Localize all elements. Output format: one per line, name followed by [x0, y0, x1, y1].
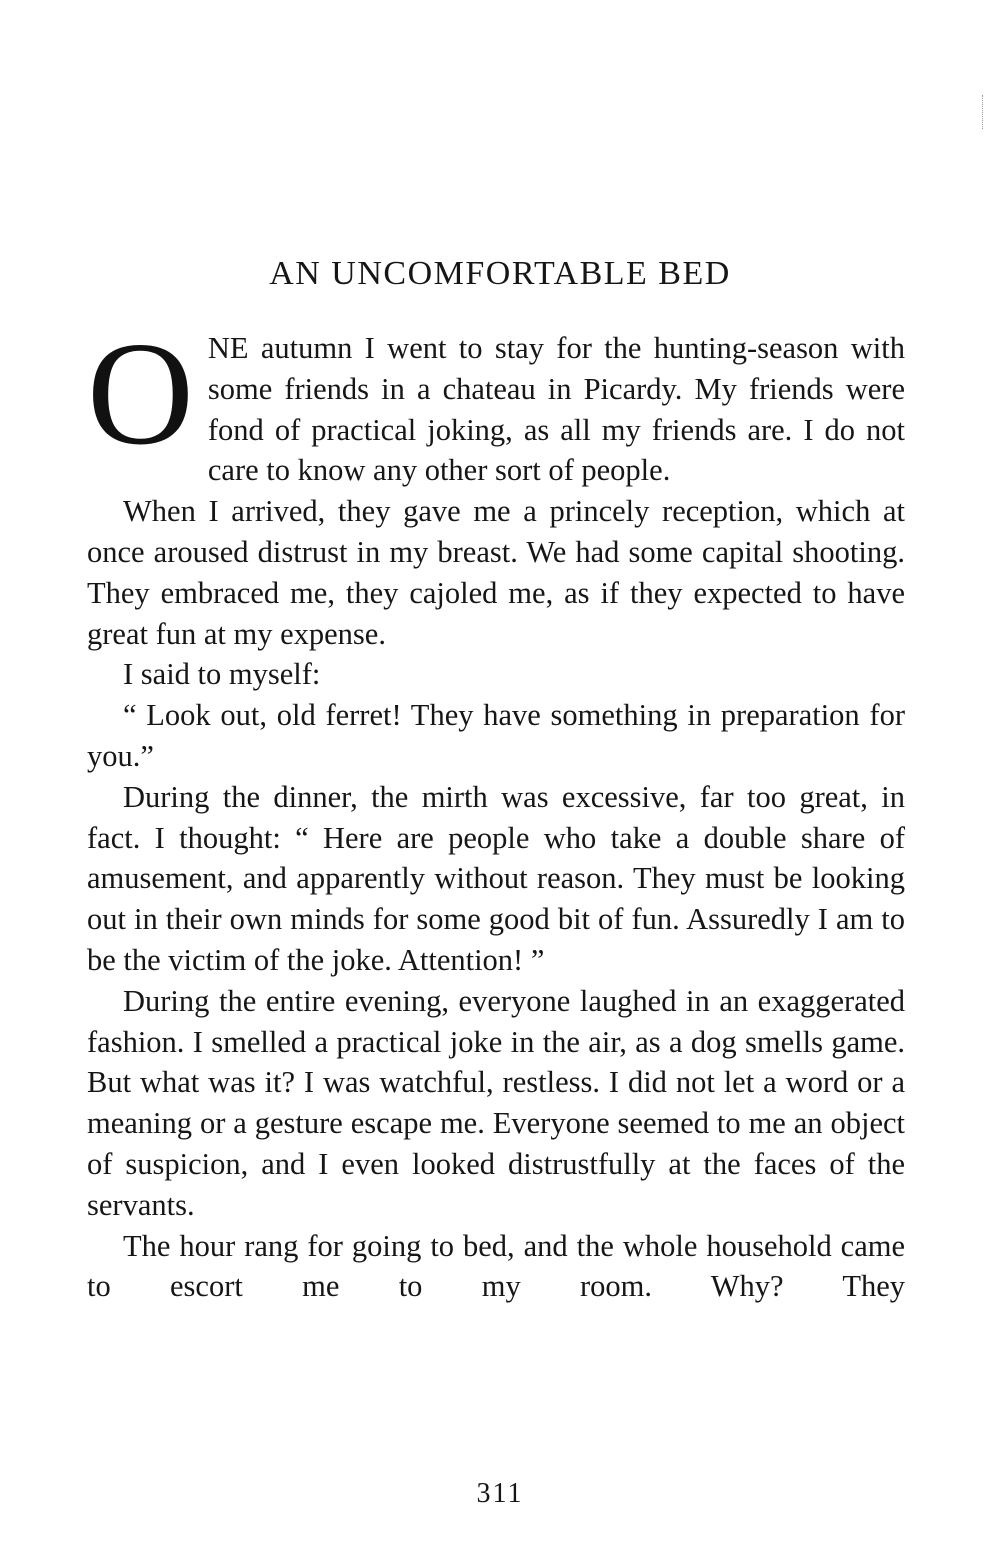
paragraph-3: I said to myself:	[123, 657, 321, 692]
scan-mark	[982, 95, 984, 129]
paragraph-5: During the dinner, the mirth was excessive, far too great, in fact. I thought: “ Here are people who take a double share of amusement, and apparently without reason. They must be looking out in their own minds for some good bit of fun. Assuredly I am to be the victim of the joke. Attention! ”	[87, 779, 905, 977]
drop-cap: O	[87, 312, 194, 476]
paragraph-2: When I arrived, they gave me a princely reception, which at once aroused distrust in my breast. We had some capital shooting. They embraced me, they cajoled me, as if they expected to have great fun at my expense.	[87, 494, 905, 651]
paragraph-4: “ Look out, old ferret! They have something in preparation for you.”	[87, 698, 905, 773]
body-text	[87, 312, 905, 1307]
page-number: 311	[476, 1478, 524, 1509]
paragraph-1	[87, 312, 905, 491]
paragraph-7: The hour rang for going to bed, and the whole household came to escort me to my room. Why? They	[87, 1228, 905, 1304]
paragraph-6: During the entire evening, everyone laughed in an exaggerated fashion. I smelled a practical joke in the air, as a dog smells game. But what was it? I was watchful, restless. I did not let a word or a meaning or a gesture escape me. Everyone seemed to me an object of suspicion, and I even looked distrustfully at the faces of the servants.	[87, 983, 905, 1222]
chapter-title: AN UNCOMFORTABLE BED	[269, 255, 731, 292]
paragraph-1-text: NE autumn I went to stay for the hunting-season with some friends in a chateau in Picardy. My friends were fond of practical joking, as all my friends are. I do not care to know any other sort of people.	[207, 331, 905, 488]
